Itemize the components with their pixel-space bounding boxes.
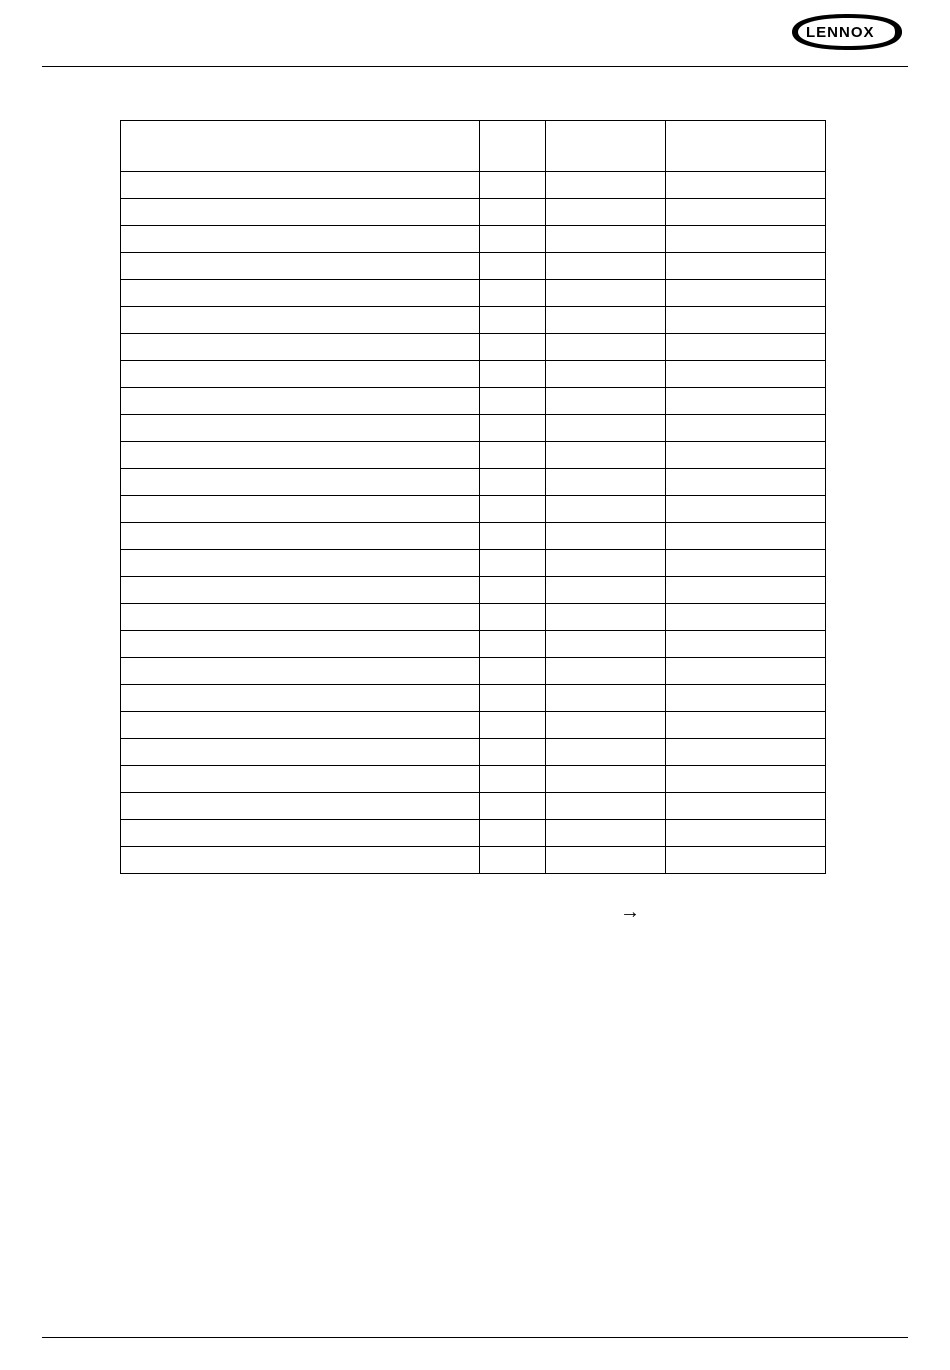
table-header-cell-c — [665, 121, 825, 172]
cell-b — [546, 631, 666, 658]
table-row — [121, 820, 826, 847]
table-row — [121, 739, 826, 766]
table-row — [121, 712, 826, 739]
cell-b — [546, 442, 666, 469]
table-body — [121, 172, 826, 874]
cell-b — [546, 226, 666, 253]
cell-a — [479, 820, 546, 847]
cell-b — [546, 280, 666, 307]
cell-a — [479, 388, 546, 415]
table-row — [121, 685, 826, 712]
cell-description — [121, 334, 480, 361]
cell-b — [546, 334, 666, 361]
cell-b — [546, 577, 666, 604]
table-row — [121, 604, 826, 631]
cell-a — [479, 793, 546, 820]
cell-c — [665, 820, 825, 847]
page-header — [0, 0, 950, 70]
table-row — [121, 577, 826, 604]
cell-b — [546, 253, 666, 280]
cell-a — [479, 307, 546, 334]
cell-b — [546, 739, 666, 766]
table-row — [121, 226, 826, 253]
table-row — [121, 253, 826, 280]
table-row — [121, 793, 826, 820]
cell-description — [121, 253, 480, 280]
cell-a — [479, 577, 546, 604]
cell-c — [665, 523, 825, 550]
cell-c — [665, 496, 825, 523]
cell-description — [121, 415, 480, 442]
cell-a — [479, 496, 546, 523]
cell-description — [121, 685, 480, 712]
cell-c — [665, 631, 825, 658]
cell-a — [479, 226, 546, 253]
cell-a — [479, 199, 546, 226]
cell-c — [665, 604, 825, 631]
cell-b — [546, 388, 666, 415]
cell-b — [546, 766, 666, 793]
table-row — [121, 388, 826, 415]
cell-description — [121, 199, 480, 226]
table-row — [121, 766, 826, 793]
cell-c — [665, 226, 825, 253]
table-row — [121, 280, 826, 307]
cell-c — [665, 199, 825, 226]
cell-description — [121, 523, 480, 550]
header-divider — [42, 66, 908, 67]
cell-description — [121, 442, 480, 469]
cell-a — [479, 604, 546, 631]
cell-a — [479, 172, 546, 199]
cell-c — [665, 550, 825, 577]
cell-b — [546, 361, 666, 388]
cell-description — [121, 820, 480, 847]
cell-b — [546, 604, 666, 631]
cell-a — [479, 280, 546, 307]
cell-c — [665, 658, 825, 685]
cell-c — [665, 739, 825, 766]
cell-c — [665, 361, 825, 388]
cell-a — [479, 442, 546, 469]
cell-description — [121, 388, 480, 415]
cell-b — [546, 496, 666, 523]
cell-c — [665, 577, 825, 604]
table-row — [121, 415, 826, 442]
cell-a — [479, 469, 546, 496]
cell-c — [665, 253, 825, 280]
cell-description — [121, 604, 480, 631]
cell-description — [121, 766, 480, 793]
table-header-cell-a — [479, 121, 546, 172]
cell-a — [479, 361, 546, 388]
cell-description — [121, 361, 480, 388]
cell-a — [479, 523, 546, 550]
cell-b — [546, 793, 666, 820]
cell-c — [665, 766, 825, 793]
lennox-logo-icon — [788, 12, 908, 52]
footer-divider — [42, 1337, 908, 1338]
cell-b — [546, 415, 666, 442]
cell-c — [665, 847, 825, 874]
cell-b — [546, 658, 666, 685]
cell-c — [665, 469, 825, 496]
table-row — [121, 631, 826, 658]
table-row — [121, 442, 826, 469]
table-row — [121, 469, 826, 496]
cell-c — [665, 388, 825, 415]
cell-b — [546, 712, 666, 739]
cell-b — [546, 172, 666, 199]
cell-a — [479, 766, 546, 793]
cell-description — [121, 631, 480, 658]
cell-c — [665, 172, 825, 199]
cell-description — [121, 307, 480, 334]
table-header-cell-description — [121, 121, 480, 172]
cell-c — [665, 442, 825, 469]
table-row — [121, 334, 826, 361]
cell-description — [121, 577, 480, 604]
cell-description — [121, 172, 480, 199]
cell-description — [121, 739, 480, 766]
table-header-row — [121, 121, 826, 172]
cell-b — [546, 685, 666, 712]
cell-c — [665, 685, 825, 712]
table-row — [121, 847, 826, 874]
cell-b — [546, 820, 666, 847]
table-row — [121, 199, 826, 226]
cell-b — [546, 199, 666, 226]
cell-a — [479, 415, 546, 442]
cell-description — [121, 793, 480, 820]
cell-c — [665, 280, 825, 307]
cell-description — [121, 658, 480, 685]
cell-c — [665, 712, 825, 739]
table-row — [121, 658, 826, 685]
cell-description — [121, 550, 480, 577]
table-row — [121, 550, 826, 577]
cell-description — [121, 280, 480, 307]
svg-text:LENNOX: LENNOX — [806, 24, 875, 41]
lennox-logo — [788, 12, 908, 52]
table-header-cell-b — [546, 121, 666, 172]
cell-description — [121, 847, 480, 874]
spec-table — [120, 120, 826, 874]
table-row — [121, 523, 826, 550]
cell-b — [546, 523, 666, 550]
cell-a — [479, 847, 546, 874]
cell-a — [479, 712, 546, 739]
cell-description — [121, 496, 480, 523]
table-row — [121, 172, 826, 199]
cell-c — [665, 334, 825, 361]
cell-c — [665, 793, 825, 820]
cell-b — [546, 550, 666, 577]
cell-b — [546, 307, 666, 334]
cell-b — [546, 847, 666, 874]
cell-a — [479, 550, 546, 577]
cell-b — [546, 469, 666, 496]
cell-a — [479, 334, 546, 361]
cell-a — [479, 739, 546, 766]
cell-description — [121, 469, 480, 496]
specification-table — [120, 120, 826, 874]
table-row — [121, 307, 826, 334]
cell-a — [479, 631, 546, 658]
table-row — [121, 496, 826, 523]
cell-c — [665, 307, 825, 334]
arrow-right-icon: → — [620, 901, 640, 923]
cell-a — [479, 685, 546, 712]
cell-description — [121, 712, 480, 739]
cell-a — [479, 658, 546, 685]
table-row — [121, 361, 826, 388]
cell-a — [479, 253, 546, 280]
cell-description — [121, 226, 480, 253]
cell-c — [665, 415, 825, 442]
